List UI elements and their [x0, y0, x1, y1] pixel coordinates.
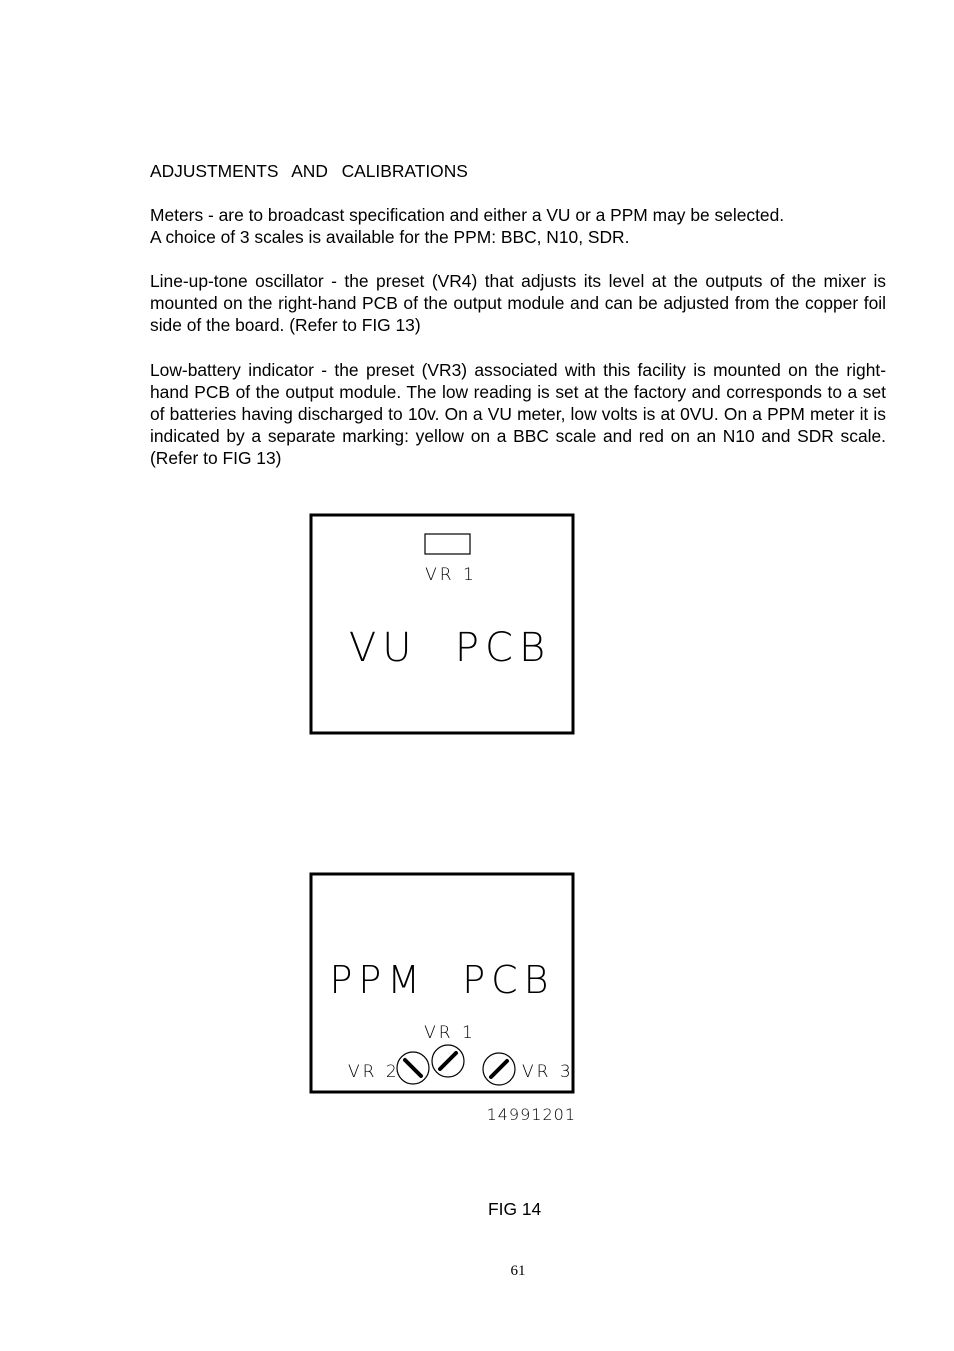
ppm-vr1-label: VR 1	[424, 1023, 476, 1043]
ppm-vr1-trimmer-icon	[432, 1045, 464, 1077]
ppm-vr3-label: VR 3	[522, 1062, 574, 1082]
vu-pcb-diagram	[308, 512, 576, 736]
ppm-pcb-title: PPM PCB	[329, 958, 555, 1002]
vu-vr1-component	[425, 534, 470, 554]
lineup-paragraph: Line-up-tone oscillator - the preset (VR4) that adjusts its level at the outputs of the mixer is mounted on the right-hand PCB of the output module and can be adjusted from the copper foil side of the board. (Refer to FIG 13)	[150, 271, 886, 335]
ppm-part-number: 14991201	[486, 1105, 576, 1124]
meters-line-1: Meters - are to broadcast specification and either a VU or a PPM may be selected.	[150, 205, 785, 225]
section-heading: ADJUSTMENTS AND CALIBRATIONS	[150, 161, 468, 181]
ppm-vr2-trimmer-icon	[397, 1052, 429, 1084]
ppm-vr3-trimmer-icon	[483, 1053, 515, 1085]
ppm-vr2-label: VR 2	[348, 1062, 400, 1082]
meters-paragraph	[150, 204, 886, 248]
vu-pcb-outline	[311, 515, 573, 733]
figure-caption: FIG 14	[488, 1199, 542, 1219]
vu-pcb-title: VU PCB	[348, 625, 552, 671]
meters-line-2: A choice of 3 scales is available for the PPM: BBC, N10, SDR.	[150, 227, 630, 247]
vu-vr1-label: VR 1	[425, 565, 477, 585]
page-number: 61	[510, 1263, 526, 1279]
ppm-pcb-diagram	[308, 871, 576, 1127]
lowbattery-paragraph: Low-battery indicator - the preset (VR3) associated with this facility is mounted on the right-hand PCB of the output module. The low reading is set at the factory and corresponds to a set of batteries having discharged to 10v. On a VU meter, low volts is at 0VU. On a PPM meter it is indicated by a separate marking: yellow on a BBC scale and red on an N10 and SDR scale. (Refer to FIG 13)	[150, 360, 886, 468]
